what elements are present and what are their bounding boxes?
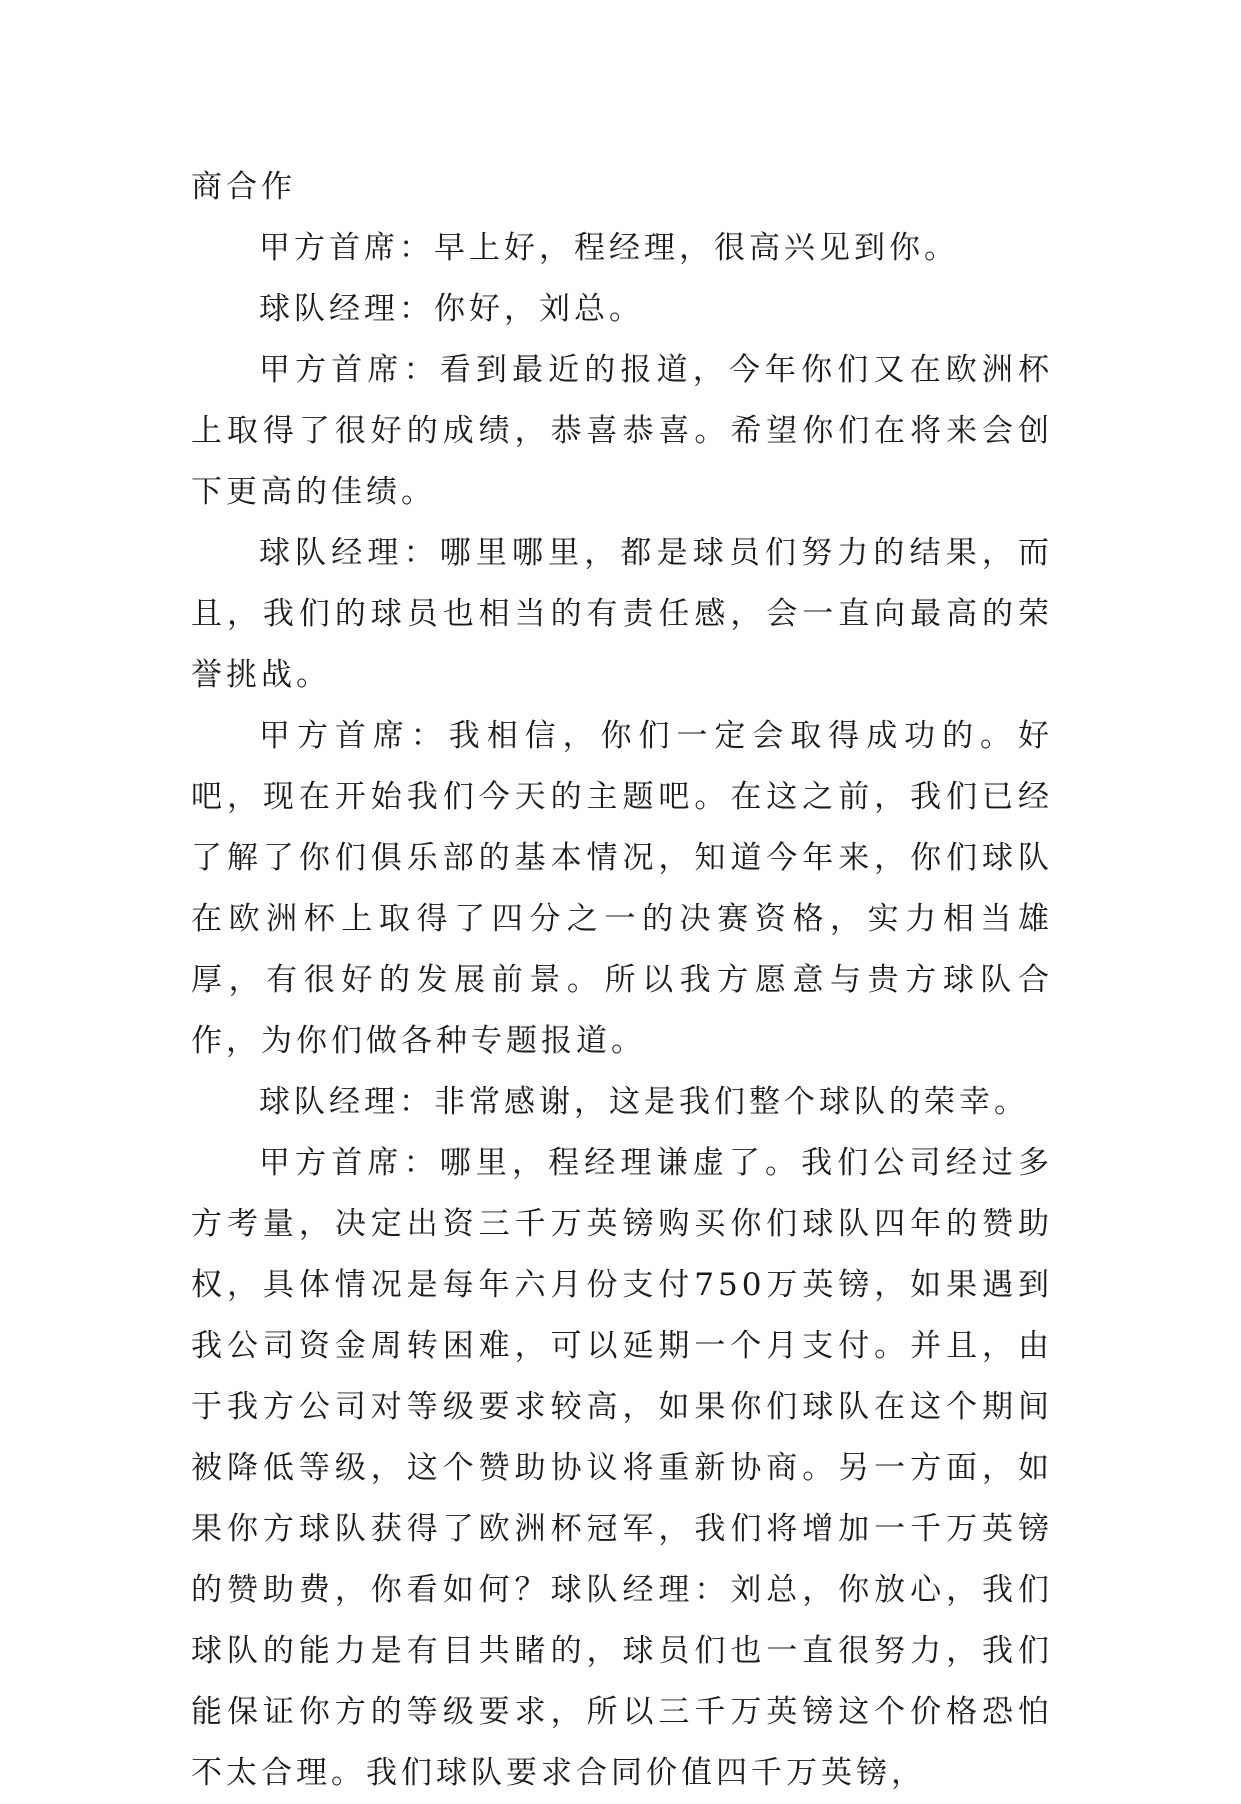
paragraph: 甲方首席：看到最近的报道，今年你们又在欧洲杯上取得了很好的成绩，恭喜恭喜。希望你们在将来会创下更高的佳绩。 [191,352,1053,510]
paragraph: 球队经理：你好，刘总。 [259,291,644,327]
paragraph: 甲方首席：早上好，程经理，很高兴见到你。 [259,230,959,266]
paragraph: 球队经理：哪里哪里，都是球员们努力的结果，而且，我们的球员也相当的有责任感，会一直向最高的荣誉挑战。 [191,535,1053,693]
paragraph: 球队经理：非常感谢，这是我们整个球队的荣幸。 [259,1084,1029,1120]
paragraph: 甲方首席：哪里，程经理谦虚了。我们公司经过多方考量，决定出资三千万英镑购买你们球队四年的赞助权，具体情况是每年六月份支付750万英镑，如果遇到我公司资金周转困难，可以延期一个月支付。并且，由于我方公司对等级要求较高，如果你们球队在这个期间被降低等级，这个赞助协议将重新协商。另一方面，如果你方球队获得了欧洲杯冠军，我们将增加一千万英镑的赞助费，你看如何？球队经理：刘总，你放心，我们球队的能力是有目共睹的，球员们也一直很努力，我们能保证你方的等级要求，所以三千万英镑这个价格恐怕不太合理。我们球队要求合同价值四千万英镑， [191,1145,1053,1791]
paragraph: 甲方首席：我相信，你们一定会取得成功的。好吧，现在开始我们今天的主题吧。在这之前，我们已经了解了你们俱乐部的基本情况，知道今年来，你们球队在欧洲杯上取得了四分之一的决赛资格，实力相当雄厚，有很好的发展前景。所以我方愿意与贵方球队合作，为你们做各种专题报道。 [191,718,1053,1059]
body-text [191,157,1053,1804]
paragraph: 商合作 [191,169,296,205]
